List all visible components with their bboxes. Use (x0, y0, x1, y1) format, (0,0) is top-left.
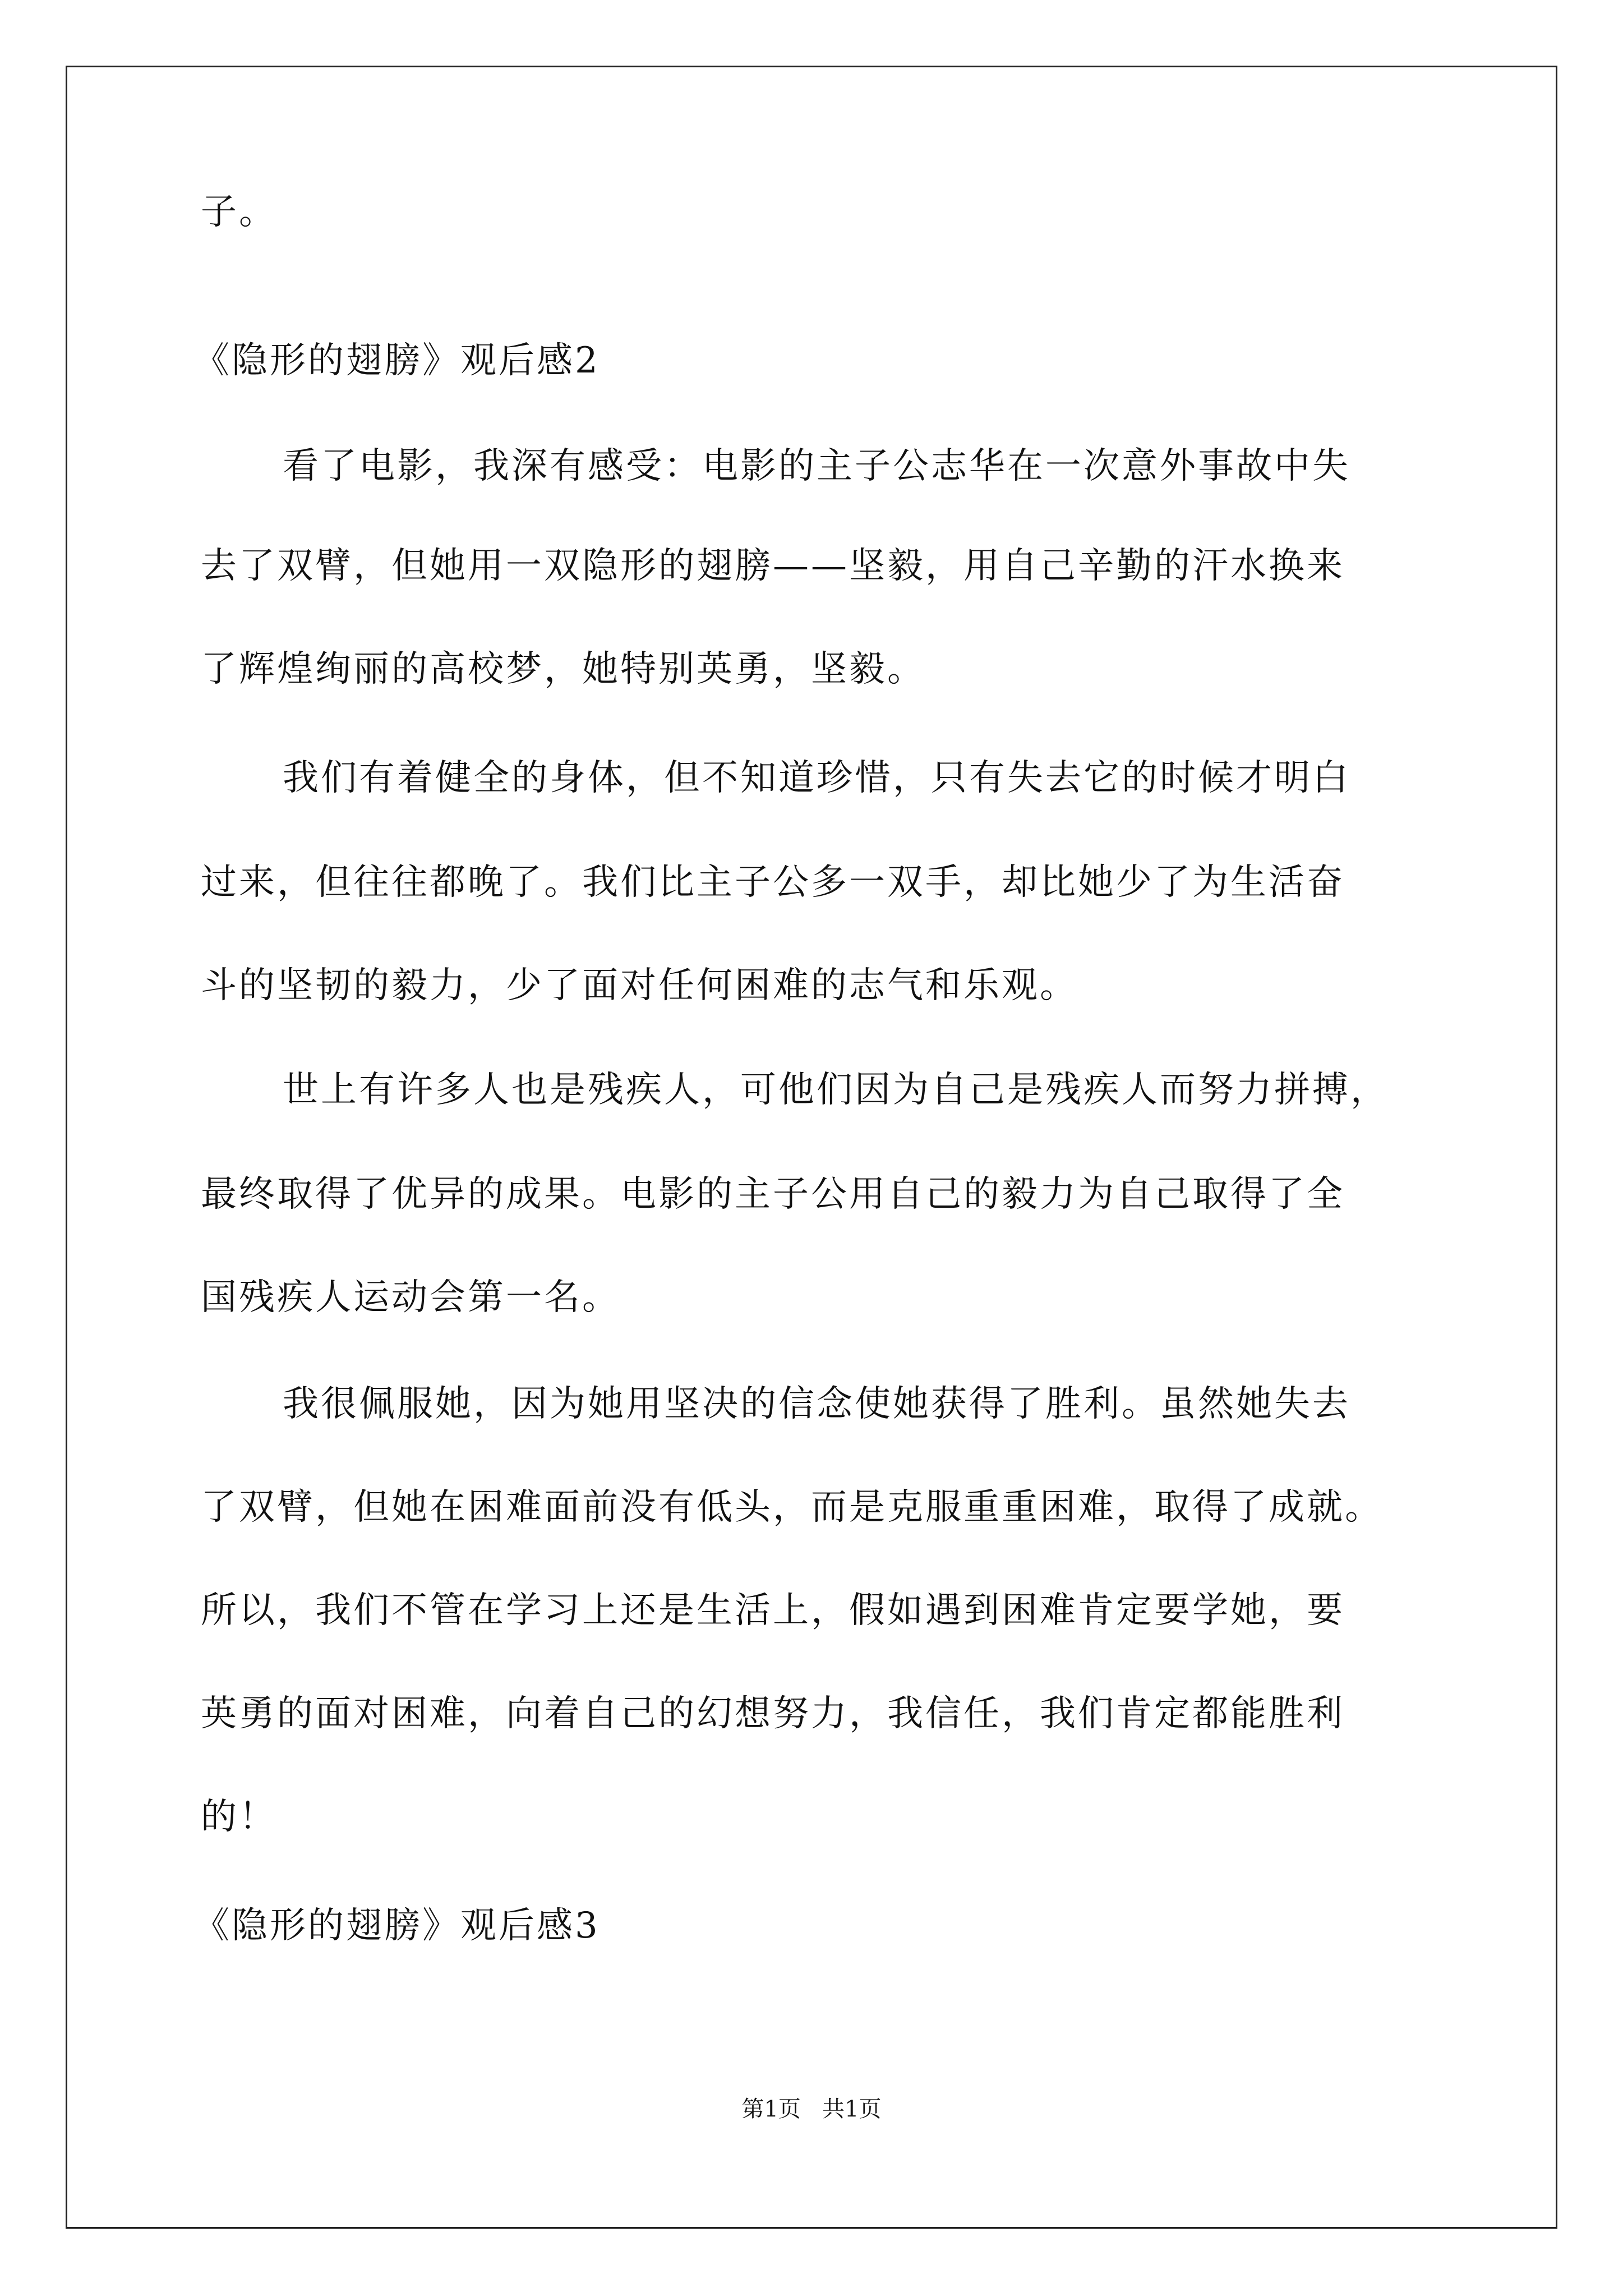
paragraph-line: 所以，我们不管在学习上还是生活上，假如遇到困难肯定要学她，要 (201, 1590, 1345, 1631)
paragraph-line: 去了双臂，但她用一双隐形的翅膀——坚毅，用自己辛勤的汗水换来 (201, 545, 1345, 587)
paragraph-line: 了辉煌绚丽的高校梦，她特别英勇，坚毅。 (201, 648, 925, 690)
section-heading: 《隐形的翅膀》观后感2 (193, 340, 600, 381)
paragraph-line: 子。 (201, 191, 277, 233)
paragraph-line: 的！ (201, 1796, 277, 1838)
page-number-footer: 第1页 共1页 (741, 2096, 882, 2122)
paragraph-line: 我很佩服她，因为她用坚决的信念使她获得了胜利。虽然她失去 (283, 1383, 1350, 1425)
paragraph-line: 世上有许多人也是残疾人，可他们因为自己是残疾人而努力拼搏， (283, 1069, 1389, 1111)
paragraph-line: 国残疾人运动会第一名。 (201, 1277, 620, 1318)
paragraph-line: 最终取得了优异的成果。电影的主子公用自己的毅力为自己取得了全 (201, 1174, 1345, 1215)
paragraph-line: 斗的坚韧的毅力，少了面对任何困难的志气和乐观。 (201, 965, 1078, 1006)
paragraph-line: 英勇的面对困难，向着自己的幻想努力，我信任，我们肯定都能胜利 (201, 1693, 1345, 1734)
paragraph-line: 过来，但往往都晚了。我们比主子公多一双手，却比她少了为生活奋 (201, 862, 1345, 903)
paragraph-line: 了双臂，但她在困难面前没有低头，而是克服重重困难，取得了成就。 (201, 1487, 1383, 1528)
paragraph-line: 看了电影，我深有感受：电影的主子公志华在一次意外事故中失 (283, 445, 1350, 487)
paragraph-line: 我们有着健全的身体，但不知道珍惜，只有失去它的时候才明白 (283, 757, 1350, 799)
section-heading: 《隐形的翅膀》观后感3 (193, 1905, 600, 1947)
